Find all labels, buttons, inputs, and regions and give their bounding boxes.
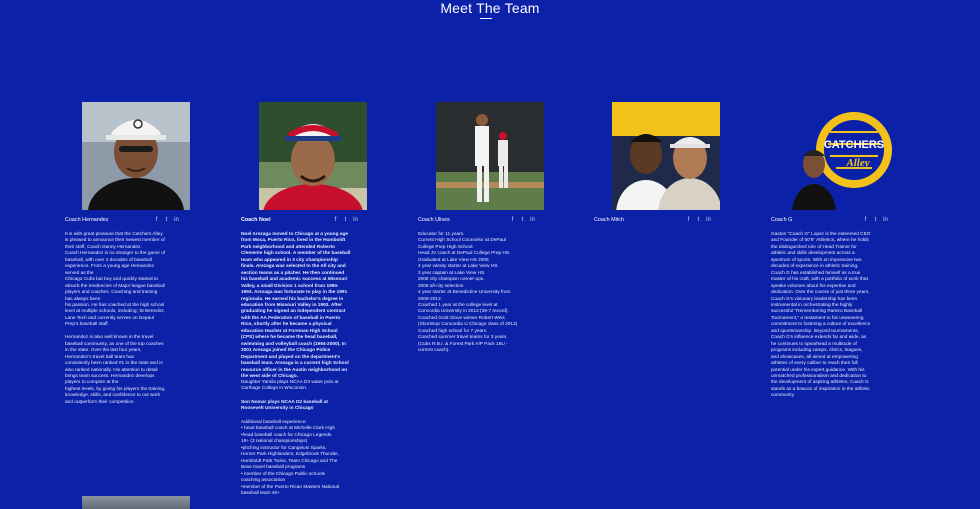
coach-bio-main: Noel Arezaga moved to Chicago at a young age from Moca, Puerto Rico, lived in the Humboldt Park neighborhood and attended Roberto Clemente high school. A member of the baseball team who appeared in 3 city championship finals. Arezaga was selected to the All city and section teams as a pitcher. He then continued his baseball and academic success at Missouri Valley, a small Division 1 school from 1990- 1993. Arezaga was fortunate to play in the 1991 regionals. He earned his bachelor's degree in education from Missouri Valley in 1993. After graduating he signed an independent contract with the AA Federation of baseball in Puerto Rico, shortly after he became a physical education teacher at Foreman High School (CPS) where he became the head baseball, swimming and volleyball coach (1994-2000). In 2001 Arezaga joined the Chicago Police Department and played on the department's baseball team. Arezaga is a current high School resource officer in the Austin neighborhood on the west side of Chicago. (241, 232, 351, 379)
coach-bio: Educator for 11 years. Current High School Counselor at DePaul College Prep High School. Head JV coach at DePaul College Prep HS. Graduated at Lake View HS 2006 4 year varsity starter at Lake View HS. 3 year captain at Lake View HS. 2008 city champion runner-ups. 2008 all-city selection. 4 year starter at Benedictine University from 2009-2012. Coached 1 year at the college level at Concordia University in 2013 (39-7 record). Coached Gold Glove winner Robert Weis (Shortstop Concordia U Chicago class of 2013) Coached high school for 7 years. Coached summer travel teams for 3 years (Cubs R.B.I. & Forest Park A/P Pack 16U - current coach). (418, 232, 518, 354)
social-links (685, 216, 712, 224)
linkedin-icon[interactable]: in (174, 217, 179, 223)
next-coach-photo (82, 496, 190, 509)
twitter-icon[interactable]: t (165, 217, 168, 223)
twitter-icon[interactable]: t (344, 217, 347, 223)
social-links (153, 216, 180, 224)
coach-name: Coach Ulises (418, 217, 450, 223)
social-links (862, 216, 889, 224)
facebook-icon[interactable]: f (511, 217, 514, 223)
linkedin-icon[interactable]: in (883, 217, 888, 223)
facebook-icon[interactable]: f (334, 217, 337, 223)
linkedin-icon[interactable]: in (706, 217, 711, 223)
coach-g-photo (788, 102, 896, 210)
linkedin-icon[interactable]: in (530, 217, 535, 223)
coach-bio: Gaston "Coach G" Lopez is the esteemed CEO and Founder of 60'6" Athletics, where he holds the distinguished role of Head Trainer for athletic and skills development across a spectrum of sports. With an impressive two decades of experience in athletic training, Coach G has established himself as a true master of his craft, with a portfolio of work that speaks volumes about his expertise and dedication. Over the course of just three years, Coach G's visionary leadership has been instrumental in orchestrating the highly successful "Remembering Ramiro Baseball Tournament," a testament to his unwavering commitment to fostering a culture of excellence and sportsmanship. Beyond tournaments, Coach G's influence extends far and wide, as he continues to spearhead a multitude of programs including camps, clinics, leagues, and showcases, all aimed at empowering athletes of every caliber to reach their full potential under his expert guidance. With his unmatched professionalism and dedication to the development of aspiring athletes, Coach G stands as a beacon of inspiration in the athletic community. (771, 232, 871, 399)
coach-ulises-photo (436, 102, 544, 210)
twitter-icon[interactable]: t (521, 217, 524, 223)
coach-bio-son: Son Nomar plays NCAA D2 baseball at Roosevelt University in Chicago (241, 400, 328, 412)
logo-catchers-text: CATCHERS (823, 139, 885, 151)
coach-name: Coach Mitch (594, 217, 624, 223)
facebook-icon[interactable]: f (687, 217, 690, 223)
coach-mitch-photo (612, 102, 720, 210)
social-links (332, 216, 359, 224)
social-links (509, 216, 536, 224)
coach-bio: It is with great pleasure that the Catchers Alley is pleased to announce their newest member of their staff, Coach Danny Hernandez. Coach Hernandez is no stranger to the game of baseball, with over 4 decades of baseball experience. From a young age Hernandez served as the Chicago Cubs bat boy and quickly started to absorb the tendencies of Major league baseball players and coaches. Coaching and training has always been his passion. He has coached at the high school level at multiple schools, including; St Benedict, Lane Tech and currently serves on Depaul Prep's baseball staff. Hernandez is also well known in the travel baseball community, as one of the top coaches in the state. Over the last four years, Hernandez's travel ball team has consistently been ranked #1 in the state and is also ranked nationally. His attention to detail brings team success. Hernandez develops players to compete at the highest levels, by giving his players the training, knowledge, skills, and confidence to out work and outperform their competition. (65, 232, 166, 405)
coach-name: Coach Hernandez (65, 217, 109, 223)
twitter-icon[interactable]: t (697, 217, 700, 223)
linkedin-icon[interactable]: in (353, 217, 358, 223)
title-divider (480, 18, 492, 19)
coach-bio-daughter: Daughter Yamila plays NCAA D3 water polo at Carthage College in Wisconsin. (241, 380, 339, 392)
facebook-icon[interactable]: f (155, 217, 158, 223)
coach-bio-experience: Additional baseball experience: • head baseball coach at Michelle Clark High •head baseball coach for Chicago Legends 18+ (3 national championships) •pitching instructor for Cangelosi Sparks, Horner Park Highlanders, Edgebrook Thunder, Humboldt Park Twins, Team Chicago and The Base travel baseball programs • member of the Chicago Public schools coaching association •member of the Puerto Rican Masters National baseball team 45+ (241, 420, 340, 496)
facebook-icon[interactable]: f (864, 217, 867, 223)
coach-name: Coach G (771, 217, 793, 223)
logo-alley-text: Alley (846, 157, 870, 169)
twitter-icon[interactable]: t (874, 217, 877, 223)
coach-noel-photo (259, 102, 367, 210)
coach-hernandez-photo (82, 102, 190, 210)
page-title: Meet The Team (440, 0, 540, 16)
coach-name: Coach Noel (241, 217, 271, 223)
